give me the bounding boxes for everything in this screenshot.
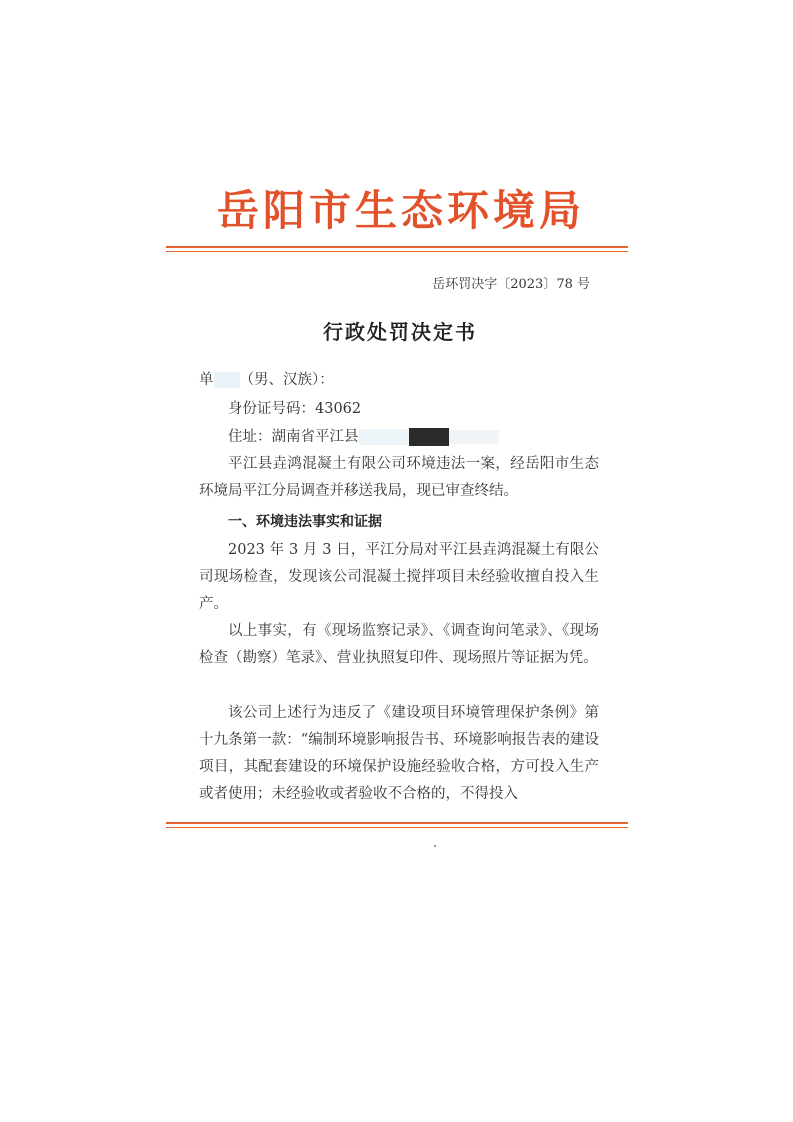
party-name-line xyxy=(199,370,334,390)
document-number: 岳环罚决字〔2023〕78 号 xyxy=(432,277,590,292)
party-address-label: 住址：湖南省平江县 xyxy=(228,429,359,445)
intro-paragraph: 平江县垚鸿混凝土有限公司环境违法一案，经岳阳市生态环境局平江分局调查并移送我局，现已审查终结。 xyxy=(199,456,599,499)
document-title: 行政处罚决定书 xyxy=(323,320,477,344)
party-name-prefix: 单 xyxy=(199,372,214,388)
party-address-line xyxy=(228,427,499,447)
evidence-paragraph: 以上事实，有《现场监察记录》、《调查询问笔录》、《现场检查（勘察）笔录》、营业执照复印件、现场照片等证据为凭。 xyxy=(199,623,599,666)
footer-rule-thin xyxy=(166,827,628,828)
redaction-block xyxy=(359,429,409,445)
party-name-suffix: （男、汉族）： xyxy=(239,372,334,388)
letterhead-rule-thick xyxy=(166,246,628,248)
party-id-line: 身份证号码：43062 xyxy=(228,401,362,417)
footer-rule-thick xyxy=(166,822,628,824)
redaction-block xyxy=(449,430,499,444)
letterhead-title: 岳阳市生态环境局 xyxy=(216,186,585,235)
scan-speck xyxy=(434,845,436,847)
redaction-block xyxy=(214,372,240,388)
violation-paragraph: 该公司上述行为违反了《建设项目环境管理保护条例》第十九条第一款：“编制环境影响报告书、环境影响报告表的建设项目，其配套建设的环境保护设施经验收合格，方可投入生产或者使用；未经验收或者验收不合格的，不得投入 xyxy=(199,705,599,802)
facts-paragraph: 2023 年 3 月 3 日，平江分局对平江县垚鸿混凝土有限公司现场检查，发现该公司混凝土搅拌项目未经验收擅自投入生产。 xyxy=(199,542,599,612)
redaction-block xyxy=(409,428,449,446)
letterhead-rule-thin xyxy=(166,251,628,252)
section-heading: 一、环境违法事实和证据 xyxy=(228,514,382,530)
